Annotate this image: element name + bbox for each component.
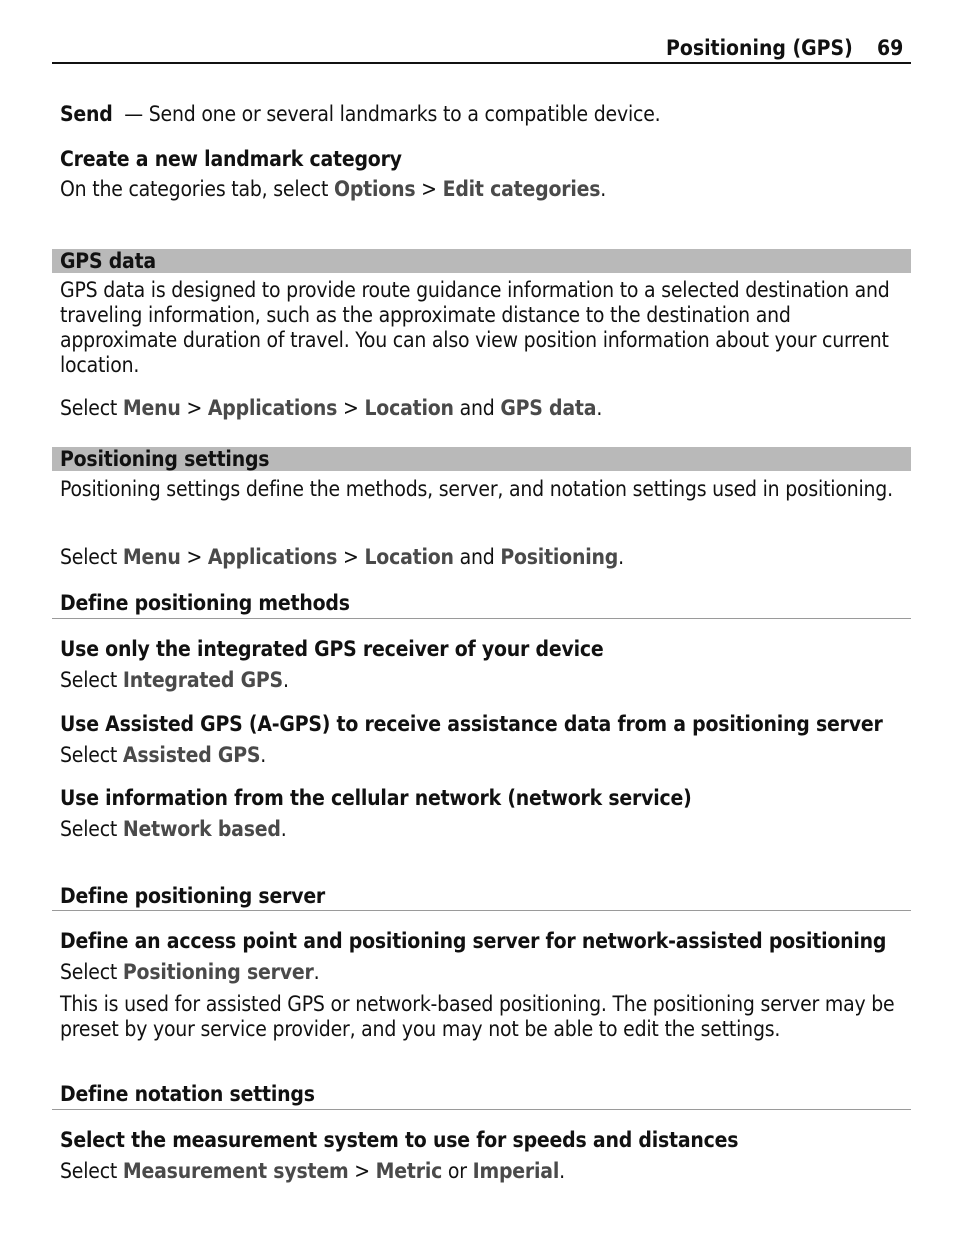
server-rule bbox=[52, 910, 911, 911]
server-note: This is used for assisted GPS or network-based positioning. The positioning server may be preset by your service provider, and you may not be able to edit the settings. bbox=[60, 992, 895, 1041]
header-rule bbox=[52, 62, 911, 64]
ui-positioning: Positioning bbox=[500, 545, 619, 569]
ui-applications: Applications bbox=[207, 396, 338, 420]
ui-menu: Menu bbox=[122, 545, 181, 569]
instruction-text: Select bbox=[60, 545, 123, 569]
ui-imperial: Imperial bbox=[472, 1159, 560, 1183]
path-separator: > bbox=[180, 396, 208, 420]
instruction-text: Select bbox=[60, 743, 123, 767]
path-separator: > bbox=[337, 396, 365, 420]
period: . bbox=[280, 817, 287, 841]
methods-rule bbox=[52, 618, 911, 619]
methods-heading: Define positioning methods bbox=[60, 591, 350, 615]
notation-instruction bbox=[60, 1159, 565, 1184]
ui-location: Location bbox=[364, 396, 454, 420]
ui-location: Location bbox=[364, 545, 454, 569]
instruction-text: On the categories tab, select bbox=[60, 177, 334, 201]
period: . bbox=[600, 177, 607, 201]
running-header-section: Positioning (GPS) bbox=[666, 36, 853, 60]
method-instruction bbox=[60, 668, 289, 693]
instruction-text: Select bbox=[60, 396, 123, 420]
section-band-gps-data bbox=[52, 249, 911, 273]
ui-edit-categories: Edit categories bbox=[442, 177, 601, 201]
create-category-heading: Create a new landmark category bbox=[60, 147, 402, 171]
send-term: Send bbox=[60, 102, 113, 126]
period: . bbox=[559, 1159, 565, 1183]
instruction-text: Select bbox=[60, 960, 123, 984]
conjunction: and bbox=[453, 545, 501, 569]
section-title-gps-data: GPS data bbox=[60, 249, 156, 273]
method-title: Use Assisted GPS (A-GPS) to receive assistance data from a positioning server bbox=[60, 712, 883, 736]
path-separator: > bbox=[348, 1159, 376, 1183]
period: . bbox=[596, 396, 603, 420]
method-title: Use only the integrated GPS receiver of your device bbox=[60, 637, 604, 661]
notation-heading: Define notation settings bbox=[60, 1082, 315, 1106]
send-line bbox=[60, 102, 660, 127]
instruction-text: Select bbox=[60, 668, 123, 692]
send-description: — Send one or several landmarks to a compatible device. bbox=[118, 102, 661, 126]
ui-assisted-gps: Assisted GPS bbox=[122, 743, 261, 767]
notation-rule bbox=[52, 1109, 911, 1110]
instruction-text: Select bbox=[60, 817, 123, 841]
server-instruction bbox=[60, 960, 319, 985]
ui-applications: Applications bbox=[207, 545, 338, 569]
create-category-instruction bbox=[60, 177, 606, 202]
period: . bbox=[282, 668, 289, 692]
section-title-positioning-settings: Positioning settings bbox=[60, 447, 270, 471]
gps-data-instruction bbox=[60, 396, 602, 421]
period: . bbox=[313, 960, 320, 984]
server-item-title: Define an access point and positioning server for network-assisted positioning bbox=[60, 929, 887, 953]
period: . bbox=[260, 743, 267, 767]
ui-integrated-gps: Integrated GPS bbox=[122, 668, 283, 692]
method-instruction bbox=[60, 743, 266, 768]
path-separator: > bbox=[180, 545, 208, 569]
gps-data-body: GPS data is designed to provide route guidance information to a selected destination and traveling information, such as the approximate distance to the destination and approximate duration of travel. You can also view position information about your current location. bbox=[60, 278, 890, 377]
server-heading: Define positioning server bbox=[60, 884, 326, 908]
ui-metric: Metric bbox=[375, 1159, 443, 1183]
ui-measurement-system: Measurement system bbox=[122, 1159, 349, 1183]
conjunction: or bbox=[442, 1159, 473, 1183]
instruction-text: Select bbox=[60, 1159, 123, 1183]
positioning-settings-body: Positioning settings define the methods, server, and notation settings used in positioning. bbox=[60, 477, 893, 501]
period: . bbox=[618, 545, 624, 569]
positioning-settings-instruction bbox=[60, 545, 624, 570]
ui-menu: Menu bbox=[122, 396, 181, 420]
method-instruction bbox=[60, 817, 287, 842]
path-separator: > bbox=[337, 545, 365, 569]
path-separator: > bbox=[415, 177, 443, 201]
method-title: Use information from the cellular network (network service) bbox=[60, 786, 692, 810]
page-number: 69 bbox=[877, 36, 904, 60]
conjunction: and bbox=[453, 396, 501, 420]
ui-positioning-server: Positioning server bbox=[122, 960, 314, 984]
notation-item-title: Select the measurement system to use for speeds and distances bbox=[60, 1128, 739, 1152]
ui-gps-data: GPS data bbox=[500, 396, 597, 420]
section-band-positioning-settings bbox=[52, 447, 911, 471]
ui-options: Options bbox=[334, 177, 416, 201]
ui-network-based: Network based bbox=[122, 817, 281, 841]
